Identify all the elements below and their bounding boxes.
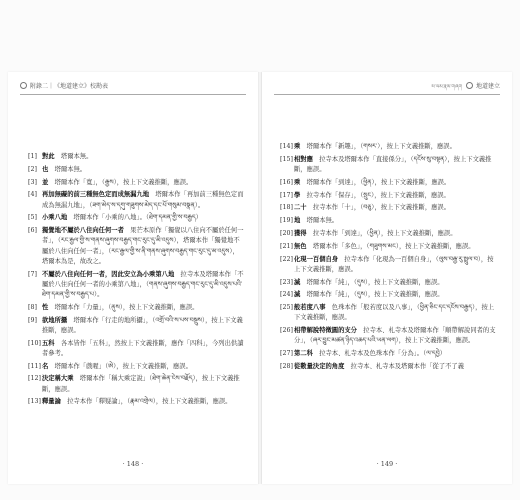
note-number: [15] — [280, 155, 293, 163]
note-term: 對此 — [42, 153, 55, 160]
note-entry — [28, 339, 244, 359]
note-number: [13] — [28, 398, 41, 406]
note-body: 拉寺本及塔爾本作「不屬於八住向任何一者的小乘第八地」，（གནས་ཞུགས་བརྒྱད་གང་རུང་དུ་མི་འདུས་པའི་ཐེག་དམན་གྱི་ས་བརྒྱད་པ）。 — [42, 270, 244, 298]
note-number: [24] — [280, 291, 293, 299]
note-term: 並 — [42, 178, 49, 186]
note-term: 滅 — [294, 278, 301, 286]
note-body: 塔爾本作「戲喔」（ཨེ），按上下文義推斷，應誤。 — [48, 362, 192, 370]
note-body: 塔爾本作「純」，（དུས），按上下文義推斷，應誤。 — [300, 278, 444, 286]
note-term: 欲地所攝 — [42, 316, 68, 324]
note-entry — [28, 226, 244, 267]
note-entry — [280, 242, 498, 252]
note-entry — [28, 165, 244, 175]
note-body: 塔爾本作「多色」，（གཟུགས་མང），按上下文義推斷，應誤。 — [306, 242, 475, 250]
note-term: 乘 — [294, 178, 301, 186]
circle-bullet-icon — [466, 82, 473, 89]
note-term: 化現一百個自身 — [294, 255, 339, 263]
note-body: 拉寺本作「十」，（བཅུ），按上下文義推斷，應誤。 — [306, 204, 451, 212]
note-entry — [280, 203, 498, 213]
note-term: 再加無礙的前三種無色定而成無漏九地 — [42, 191, 150, 199]
note-number: [19] — [280, 217, 293, 225]
note-number: [4] — [28, 191, 37, 199]
note-number: [11] — [28, 362, 41, 370]
left-page — [8, 72, 258, 484]
right-running-header — [274, 82, 500, 95]
note-number: [28] — [280, 362, 293, 370]
note-term: 獨覺地不屬於八住向任何一者 — [42, 227, 124, 235]
right-header-tibetan: ས་ལམ་རྣམ་གཞག — [431, 84, 462, 90]
note-body: 拉寺本作「釋疑論」，（རྣམ་འགྲེལ），按上下文義推斷，應誤。 — [60, 398, 232, 406]
note-number: [1] — [28, 153, 37, 160]
note-body: 塔爾本作「再加前三種無色定而成為無漏九地」，（ཟག་མེད་ས་དགུ་གཟུགས་མེད་དང་པོ་གསུམ་བསྣན）。 — [42, 191, 244, 209]
note-body: 塔爾本無。 — [48, 165, 87, 173]
note-entry — [280, 278, 498, 288]
note-term: 從數量決定的角度 — [294, 362, 345, 370]
note-term: 地 — [294, 217, 301, 225]
note-entry — [280, 362, 498, 372]
note-number: [14] — [280, 143, 293, 150]
note-term: 獲得 — [294, 229, 307, 237]
note-body: 拉寺本及塔爾本作「直接係分」，（དངོས་སུ་བསྟན），按上下文義推斷，應誤。 — [294, 155, 492, 173]
note-number: [2] — [28, 165, 37, 173]
note-number: [10] — [28, 339, 41, 347]
right-page-number: · 149 · — [376, 460, 398, 468]
note-number: [21] — [280, 242, 293, 250]
left-page-number: · 148 · — [122, 460, 144, 468]
note-term: 小乘八地 — [42, 214, 68, 222]
note-entry — [28, 152, 244, 162]
note-term: 相帶解說特徵圓的支分 — [294, 327, 357, 335]
note-entry — [28, 270, 244, 301]
note-term: 五科 — [42, 339, 55, 347]
note-body: 塔爾本作「行走的地所攝」，（འགྲོ་བའི་ས་པས་བསྡུས），按上下文義推斷，應誤。 — [42, 316, 243, 334]
left-entries-list — [28, 152, 244, 410]
note-body: 果芒本原作「獨覺以八住向不屬於任何一者」，（རང་རྒྱལ་གྱི་ས་གནས་ཞུགས་བརྒྱད་གང་རུང་དུ་མི་འདུས），塔爾本作「獨覺地不屬於八住向任何一者」，（རང་རྒྱལ་གྱི་ས་ནི་གནས་ཞུགས་བརྒྱད་གང་རུང་དུ་མ་འདུས），塔爾本為是，故改之。 — [42, 227, 244, 265]
right-page — [262, 72, 512, 484]
note-number: [6] — [28, 227, 37, 235]
note-term: 名 — [42, 362, 49, 370]
note-entry — [280, 191, 498, 201]
note-number: [8] — [28, 303, 37, 311]
note-term: 相對應 — [294, 155, 313, 163]
note-body: 拉寺本作「化現為一百個自身」，（ལུས་བརྒྱ་རུ་སྤྲུལ་བ），按上下文義推斷，應誤。 — [294, 255, 494, 273]
note-term: 滅 — [294, 291, 301, 299]
note-body: 塔爾本作「寬」，（རྒྱས），按上下文義推斷，應誤。 — [48, 178, 193, 186]
note-body: 塔爾本作「稱大乘定說」（ཐེག་ཆེན་ངེས་བརྗོད），按上下文義推斷，應誤。 — [42, 375, 240, 393]
note-entry — [280, 349, 498, 359]
circle-bullet-icon — [20, 82, 27, 89]
note-term: 決定稱大乘 — [42, 375, 74, 383]
note-body: 拉寺本作「保存」，（སྲུང），按上下文義推斷，應誤。 — [300, 191, 450, 199]
note-body: 塔爾本作「新趣」，（གསར་），按上下文義推斷，應誤。 — [300, 143, 456, 150]
note-entry — [28, 374, 244, 394]
note-number: [17] — [280, 191, 293, 199]
note-term: 般若度八事 — [294, 304, 326, 312]
left-header-text: 附錄二｜《地道建立》校勘表 — [30, 83, 109, 90]
note-body: 色珠本作「般若度以及八事」，（ཕྱིན་ཅིང་དང་དངོས་བརྒྱད），按上下文義推斷，應誤。 — [294, 304, 495, 322]
note-number: [3] — [28, 178, 37, 186]
note-number: [9] — [28, 316, 37, 324]
note-term: 第二科 — [294, 350, 313, 358]
note-entry — [280, 255, 498, 275]
note-term: 性 — [42, 303, 49, 311]
note-body: 塔爾本無。 — [54, 153, 93, 160]
note-entry — [280, 290, 498, 300]
note-entry — [28, 190, 244, 210]
note-entry — [28, 397, 244, 407]
note-entry — [28, 362, 244, 372]
note-term: 釋量論 — [42, 398, 61, 406]
right-entries-list — [280, 142, 498, 375]
note-entry — [280, 326, 498, 346]
note-number: [18] — [280, 204, 293, 212]
note-term: 二十 — [294, 204, 307, 212]
note-entry — [28, 303, 244, 313]
note-number: [7] — [28, 270, 37, 278]
note-number: [25] — [280, 304, 293, 312]
note-body: 拉寺本、札寺本及塔爾本作「順帶解說同者的支分」，（ཞར་བྱུང་མཚན་ཉིད་འཆད་པའི་ཡན་ལག），按上下文義推斷，應誤。 — [294, 327, 496, 345]
right-header-text: 地道建立 — [475, 83, 500, 90]
note-body: 拉寺本作「到達」，（ཕྱིན），按上下文義推斷，應誤。 — [306, 229, 457, 237]
note-term: 學 — [294, 191, 301, 199]
note-number: [27] — [280, 350, 293, 358]
note-body: 塔爾本作「純」，（དུས），按上下文義推斷，應誤。 — [300, 291, 444, 299]
note-entry — [280, 229, 498, 239]
note-entry — [280, 142, 498, 152]
note-term: 無色 — [294, 242, 307, 250]
note-body: 塔爾本作「到達」，（ཕྱིན），按上下文義推斷，應誤。 — [300, 178, 451, 186]
note-number: [22] — [280, 255, 293, 263]
note-term: 也 — [42, 165, 49, 173]
note-number: [5] — [28, 214, 37, 222]
note-entry — [28, 178, 244, 188]
note-entry — [280, 303, 498, 323]
note-number: [23] — [280, 278, 293, 286]
note-body: 各本皆作「五科」，然按上下文義推斷，應作「四科」，今列出供讀者參考。 — [42, 339, 244, 357]
left-running-header — [20, 82, 246, 95]
note-body: 拉寺本、札寺本及色珠本作「分為」。（ལ་དབྱེ） — [312, 350, 446, 358]
note-entry — [28, 316, 244, 336]
note-term: 不屬於八住向任何一者，因此安立為小乘第八地 — [42, 270, 175, 278]
note-body: 塔爾本作「力量」，（ནུས），按上下文義推斷，應誤。 — [48, 303, 199, 311]
note-entry — [28, 213, 244, 223]
note-term: 乘 — [294, 143, 301, 150]
note-number: [16] — [280, 178, 293, 186]
note-body: 塔爾本無。 — [300, 217, 339, 225]
note-body: 拉寺本、札寺本及塔爾本作「從了不了義 — [344, 362, 465, 370]
note-entry — [280, 155, 498, 175]
note-body: 塔爾本作「小乘的八地」。（ཐེག་དམན་གྱི་ས་བརྒྱད） — [67, 214, 202, 222]
note-number: [12] — [28, 375, 41, 383]
note-entry — [280, 216, 498, 226]
note-number: [20] — [280, 229, 293, 237]
note-entry — [280, 178, 498, 188]
note-number: [26] — [280, 327, 293, 335]
